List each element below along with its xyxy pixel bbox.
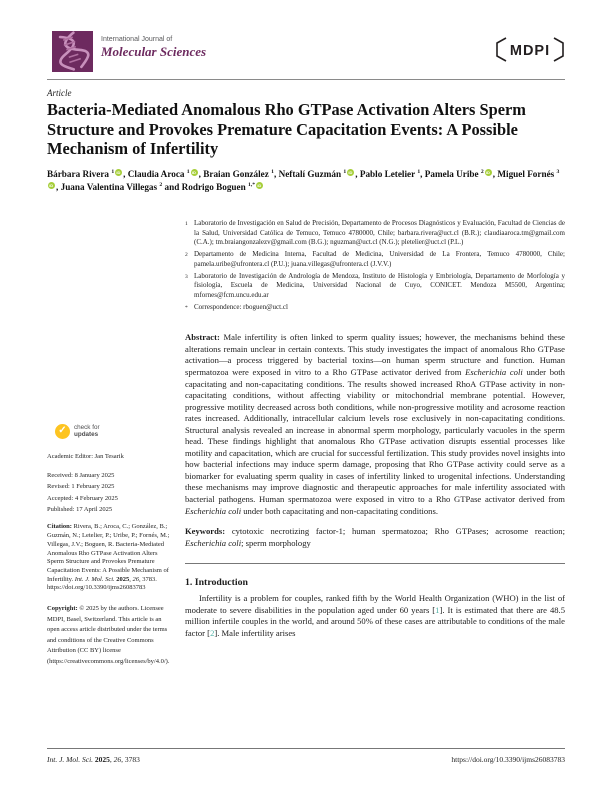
- revised-date: Revised: 1 February 2025: [47, 483, 115, 491]
- svg-text:MDPI: MDPI: [509, 43, 551, 59]
- check-icon: ✓: [55, 424, 70, 439]
- main-column: [185, 219, 565, 639]
- article-title: Bacteria-Mediated Anomalous Rho GTPase Activation Alters Sperm Structure and Provokes Premature Capacitation Events: A Possible Mechanism of Infertility: [47, 100, 526, 158]
- article-meta-sidebar: [47, 424, 171, 668]
- accepted-date: Accepted: 4 February 2025: [47, 494, 118, 502]
- correspondence-text: Correspondence: rboguen@uct.cl: [194, 302, 288, 311]
- published-date: Published: 17 April 2025: [47, 506, 113, 514]
- article-dates-block: [47, 470, 171, 516]
- keywords-paragraph: Keywords: cytotoxic necrotizing factor-1; human spermatozoa; Rho GTPases; acrosome reaction; Escherichia coli; sperm morphology: [185, 526, 565, 548]
- academic-editor-line: Academic Editor: Jan Tesarik: [47, 453, 124, 460]
- orcid-icon[interactable]: [347, 169, 354, 176]
- citation-block: Citation: Rivera, B.; Aroca, C.; González, B.; Guzmán, N.; Letelier, P.; Uribe, P.; Fornés, M.; Villegas, J.V.; Boguen, R. Bacteria-Mediated Anomalous Rho GTPase Activation Alters Sperm Structure and Provokes Premature Capacitation Events: A Possible Mechanism of Infertility. Int. J. Mol. Sci. 2025, 26, 3783. https://doi.org/10.3390/ijms26083783: [47, 523, 170, 592]
- section-divider: [185, 563, 565, 564]
- check-for-updates-badge[interactable]: [55, 424, 119, 439]
- correspondence-marker: *: [185, 304, 188, 311]
- orcid-icon[interactable]: [485, 169, 492, 176]
- dna-helix-icon: [52, 31, 93, 72]
- affiliation-marker: 3: [185, 273, 188, 280]
- orcid-icon[interactable]: [48, 182, 55, 189]
- affiliation-text: Laboratorio de Investigación de Andrología de Mendoza, Instituto de Histología y Embriología, Departamento de Morfología y fisiología, Escuela de Medicina, Universidad Nacional de Cuyo, CONICET. Mendoza M5500, Argentina; mfornes@fcm.uncu.edu.ar: [194, 271, 565, 299]
- affiliation-item: [185, 219, 565, 248]
- check-for-updates-label: [74, 425, 100, 439]
- journal-title-line2: Molecular Sciences: [101, 43, 207, 59]
- footer-doi-link[interactable]: https://doi.org/10.3390/ijms26083783: [451, 755, 565, 764]
- section-heading-introduction: 1. Introduction: [185, 577, 248, 589]
- affiliation-item: [185, 272, 565, 301]
- abstract-paragraph: Abstract: Male infertility is often linked to sperm quality issues; however, the mechanisms behind these alterations remain unclear in certain contexts. This study investigates the impact of anomalous Rho GTPase activation—a process triggered by bacterial toxins—on human sperm structure and function. Human spermatozoa were exposed in vitro to a Rho GTPase activator derived from Escherichia coli under both capacitating and non-capacitating conditions. The results showed increased RhoA GTPase activity in non-capacitating conditions, without affecting viability or mitochondrial membrane potential. However, progressive motility decreased across both conditions, while non-progressive motility and acrosome reaction rates increased. Additionally, intracellular calcium levels rose exclusively in non-capacitating conditions. Structural analysis revealed an increase in abnormal sperm morphology, particularly vacuoles in the sperm head. These findings highlight that anomalous Rho GTPase activation disrupts essential processes like motility and capacitation, which are crucial for successful fertilization. This study provides novel insights into how bacterial infections may induce sperm damage, proposing that Rho GTPase activity could serve as a biomarker for evaluating sperm quality in cases of infertility linked to urogenital infections. Understanding these mechanisms may improve diagnostic and therapeutic approaches for male infertility associated with bacterial pathogens. Human spermatozoa were exposed in vitro to a Rho GTPase activator derived from Escherichia coli under both capacitating and non-capacitating conditions.: [185, 332, 565, 516]
- orcid-icon[interactable]: [115, 169, 122, 176]
- copyright-block: Copyright: © 2025 by the authors. Licensee MDPI, Basel, Switzerland. This article is an open access article distributed under the terms and conditions of the Creative Commons Attribution (CC BY) license (https://creativecommons.org/licenses/by/4.0/).: [47, 605, 170, 666]
- correspondence-line: [185, 303, 565, 314]
- affiliation-text: Laboratorio de Investigación en Salud de Precisión, Departamento de Procesos Diagnósticos y Evaluación, Facultad de Ciencias de la Salud, Universidad Católica de Temuco, Temuco 4780000, Chile; barbara.rivera@uct.cl (B.R.); claudiaaroca.tm@gmail.com (C.A.); tm.braiangonzalezv@gmail.com (B.G.); nguzman@uct.cl (N.G.); pletelier@uct.cl (P.L.): [194, 219, 565, 247]
- updates-label-line2: updates: [74, 430, 99, 438]
- affiliation-marker: 2: [185, 252, 188, 259]
- updates-label-line1: check for: [74, 423, 100, 431]
- mdpi-logo: [494, 36, 566, 68]
- affiliation-item: [185, 250, 565, 269]
- orcid-icon[interactable]: [191, 169, 198, 176]
- affiliation-marker: 1: [185, 221, 188, 227]
- author-list: Bárbara Rivera $^1$ iD , Claudia Aroca $^1$ iD , Braian González $^1$, Neftalí Guzmán $^1$ iD , Pablo Letelier $^1$, Pamela Uribe $^2$ iD , Miguel Fornés $^3$iD, Juana Valentina Villegas $^2$ and Rodrigo Boguen $^{1,*}$iD: [47, 168, 565, 194]
- affiliations-block: [185, 219, 565, 313]
- affiliation-text: Departamento de Medicina Interna, Facultad de Medicina, Universidad de La Frontera, Temuco 4780000, Chile; pamela.uribe@ufrontera.cl (P.U.); juana.villegas@ufrontera.cl (J.V.V.): [194, 250, 565, 268]
- journal-title: [101, 36, 206, 59]
- header-divider: [47, 79, 565, 80]
- introduction-paragraph: Infertility is a problem for couples, ranked fifth by the World Health Organization (WHO) in the list of moderate to severe disabilities in the population aged under 60 years [1]. It is estimated that there are 48.5 million infertile couples in the world, and around 50% of these cases are attributable to conditions of the male factor [2]. Male infertility arises: [185, 593, 565, 638]
- article-type-label: Article: [47, 88, 72, 98]
- footer-journal-reference: Int. J. Mol. Sci. 2025, 26, 3783: [47, 755, 140, 764]
- footer-divider: [47, 748, 565, 749]
- received-date: Received: 8 January 2025: [47, 471, 115, 479]
- orcid-icon[interactable]: [256, 182, 263, 189]
- journal-title-line1: International Journal of: [101, 36, 173, 43]
- journal-logo: [52, 31, 93, 72]
